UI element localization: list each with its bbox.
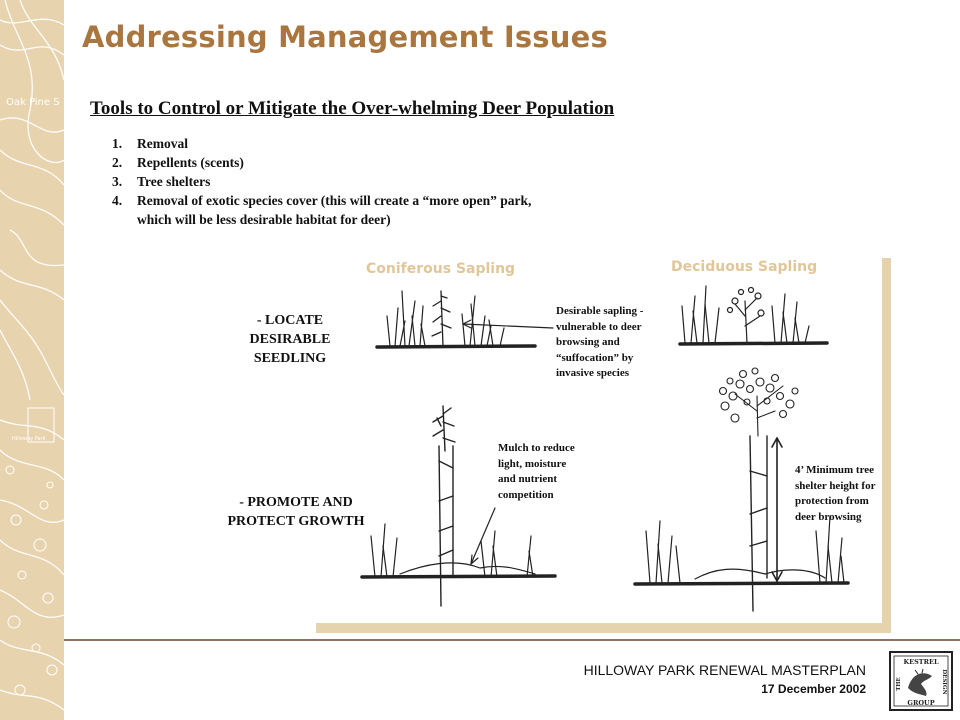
list-text: Removal xyxy=(137,136,188,151)
footer-project-title: HILLOWAY PARK RENEWAL MASTERPLAN xyxy=(583,662,866,678)
step-locate-label xyxy=(224,311,356,368)
map-label-top: Oak Pine S xyxy=(6,97,60,108)
note-line: Mulch to reduce xyxy=(498,442,575,454)
logo-text-right: DESIGN xyxy=(941,669,947,695)
list-item xyxy=(112,153,531,172)
note-line: light, moisture xyxy=(498,457,567,470)
step-protect-line: - PROMOTE AND xyxy=(239,495,353,510)
slide-subtitle: Tools to Control or Mitigate the Over-whelming Deer Population xyxy=(90,98,615,119)
coniferous-header: Coniferous Sapling xyxy=(366,261,516,277)
map-label-mid: Hilloway Park xyxy=(12,436,46,442)
note-line: and nutrient xyxy=(498,473,557,485)
step-locate-line: DESIRABLE xyxy=(249,332,331,347)
note-line: vulnerable to deer xyxy=(556,320,642,333)
step-protect-line: PROTECT GROWTH xyxy=(227,514,365,529)
mulch-mound xyxy=(400,563,535,574)
deciduous-tree-crown xyxy=(720,368,799,436)
topographic-sidebar xyxy=(0,0,64,720)
shelter-note xyxy=(795,463,875,525)
deciduous-header: Deciduous Sapling xyxy=(671,259,818,275)
sapling-sketch-drawing xyxy=(305,246,882,623)
sapling-pointer-arrow xyxy=(463,324,553,328)
list-text-line1: Removal of exotic species cover (this will create a “more open” park, xyxy=(137,193,532,208)
ground-line xyxy=(377,346,535,347)
step-locate-line: - LOCATE xyxy=(256,313,324,328)
note-line: competition xyxy=(498,488,554,501)
footer-date: 17 December 2002 xyxy=(761,682,866,696)
list-text: Tree shelters xyxy=(137,174,211,189)
list-number: 1. xyxy=(112,136,123,151)
list-item xyxy=(112,172,531,191)
mulch-mound xyxy=(695,569,825,579)
note-line: deer browsing xyxy=(795,510,862,523)
list-text: Repellents (scents) xyxy=(137,155,244,170)
list-number: 2. xyxy=(112,155,123,170)
logo-text-top: KESTREL xyxy=(903,658,939,666)
sapling-note xyxy=(556,304,643,382)
slide-title: Addressing Management Issues xyxy=(82,20,608,54)
list-text-line2: which will be less desirable habitat for deer) xyxy=(137,212,391,227)
deciduous-sapling-small xyxy=(728,288,765,344)
note-line: Desirable sapling - xyxy=(556,305,644,317)
step-locate-line: SEEDLING xyxy=(253,351,327,366)
kestrel-design-group-logo xyxy=(888,650,954,712)
footer-rule xyxy=(64,639,960,641)
logo-text-left: THE xyxy=(896,677,902,691)
logo-text-bottom: GROUP xyxy=(907,699,935,707)
ground-line xyxy=(362,576,555,577)
note-line: browsing and xyxy=(556,336,620,348)
coniferous-sapling-small xyxy=(432,291,451,346)
note-line: “suffocation” by xyxy=(556,351,634,364)
step-protect-label xyxy=(210,493,382,531)
list-item xyxy=(112,134,531,153)
mulch-note xyxy=(498,441,575,503)
list-item xyxy=(112,191,531,229)
ground-line xyxy=(635,583,848,584)
note-line: 4’ Minimum tree xyxy=(795,464,875,476)
grass-tuft xyxy=(387,291,504,346)
list-number: 4. xyxy=(112,193,123,208)
note-line: shelter height for xyxy=(795,479,876,492)
note-line: protection from xyxy=(795,495,869,507)
note-line: invasive species xyxy=(556,367,630,379)
list-number: 3. xyxy=(112,174,123,189)
tools-list xyxy=(112,134,531,229)
